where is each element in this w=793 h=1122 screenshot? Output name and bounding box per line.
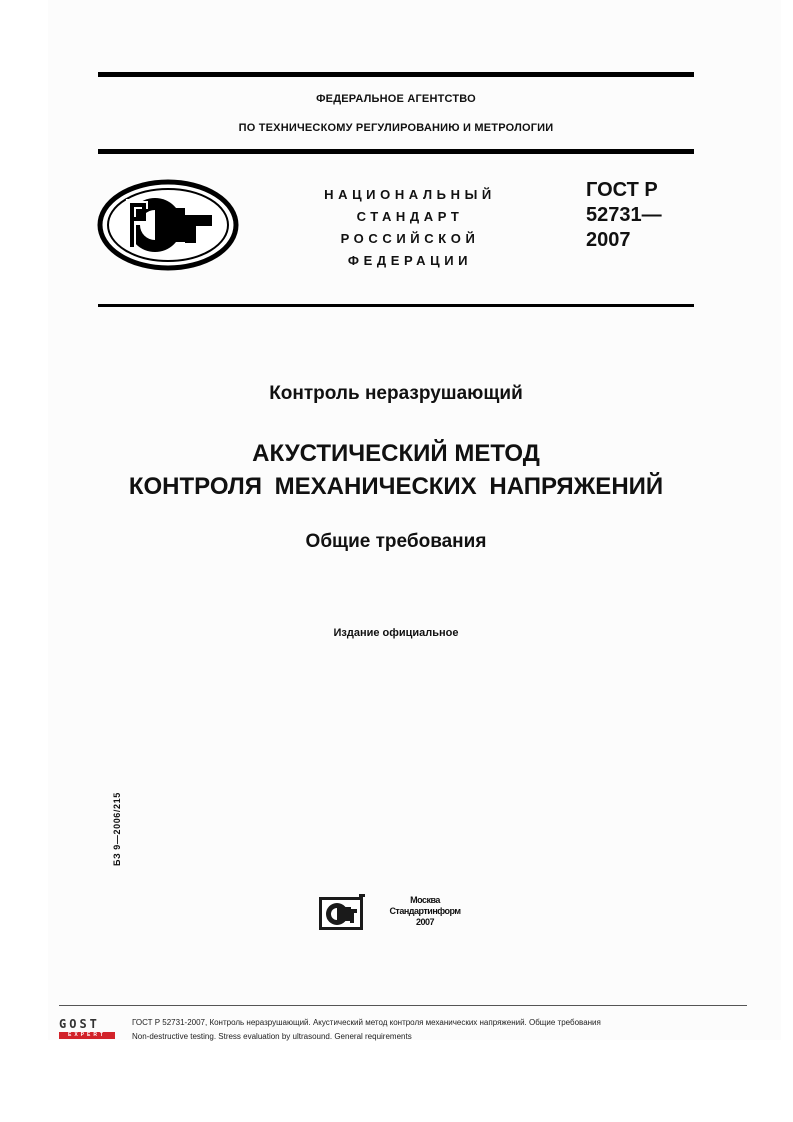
footer-rule [59,1005,747,1006]
header-bottom-rule [98,304,694,307]
publisher-year: 2007 [415,917,435,927]
footer-line-2: Non-destructive testing. Stress evaluation by ultrasound. General requirements [132,1032,412,1041]
document-page [48,0,781,1040]
gost-line-1: ГОСТ Р [586,179,658,201]
standartinform-logo-icon [319,894,365,932]
national-line-4: ФЕДЕРАЦИИ [347,253,473,268]
footer-line-1: ГОСТ Р 52731-2007, Контроль неразрушающий. Акустический метод контроля механических напряжений. Общие требования [132,1018,601,1027]
gost-line-3: 2007 [586,229,631,251]
gost-expert-bottom: EXPERT [59,1032,115,1039]
document-title-line-1: АКУСТИЧЕСКИЙ МЕТОД [252,440,540,467]
gost-expert-top: GOST [59,1017,100,1031]
agency-rule [98,149,694,154]
document-subject: Контроль неразрушающий [269,383,523,404]
gost-designation [586,178,662,253]
agency-line-2: ПО ТЕХНИЧЕСКОМУ РЕГУЛИРОВАНИЮ И МЕТРОЛОГИИ [238,122,554,134]
side-code: БЗ 9—2006/215 [112,792,122,866]
national-line-1: НАЦИОНАЛЬНЫЙ [324,187,496,202]
document-subtitle: Общие требования [305,531,487,552]
publisher-city: Москва [410,895,440,905]
rst-certification-logo-icon [97,179,239,271]
national-line-3: РОССИЙСКОЙ [340,231,480,246]
gost-line-2: 52731— [586,204,662,226]
national-standard-block [300,184,520,272]
agency-line-1: ФЕДЕРАЛЬНОЕ АГЕНТСТВО [316,93,476,105]
edition-label: Издание официальное [333,627,459,639]
publisher-name: Стандартинформ [389,906,461,916]
publisher-block [372,895,478,928]
document-title-line-2: КОНТРОЛЯ МЕХАНИЧЕСКИХ НАПРЯЖЕНИЙ [128,473,664,500]
national-line-2: СТАНДАРТ [356,209,464,224]
top-rule [98,72,694,77]
gost-expert-logo [59,1018,115,1039]
